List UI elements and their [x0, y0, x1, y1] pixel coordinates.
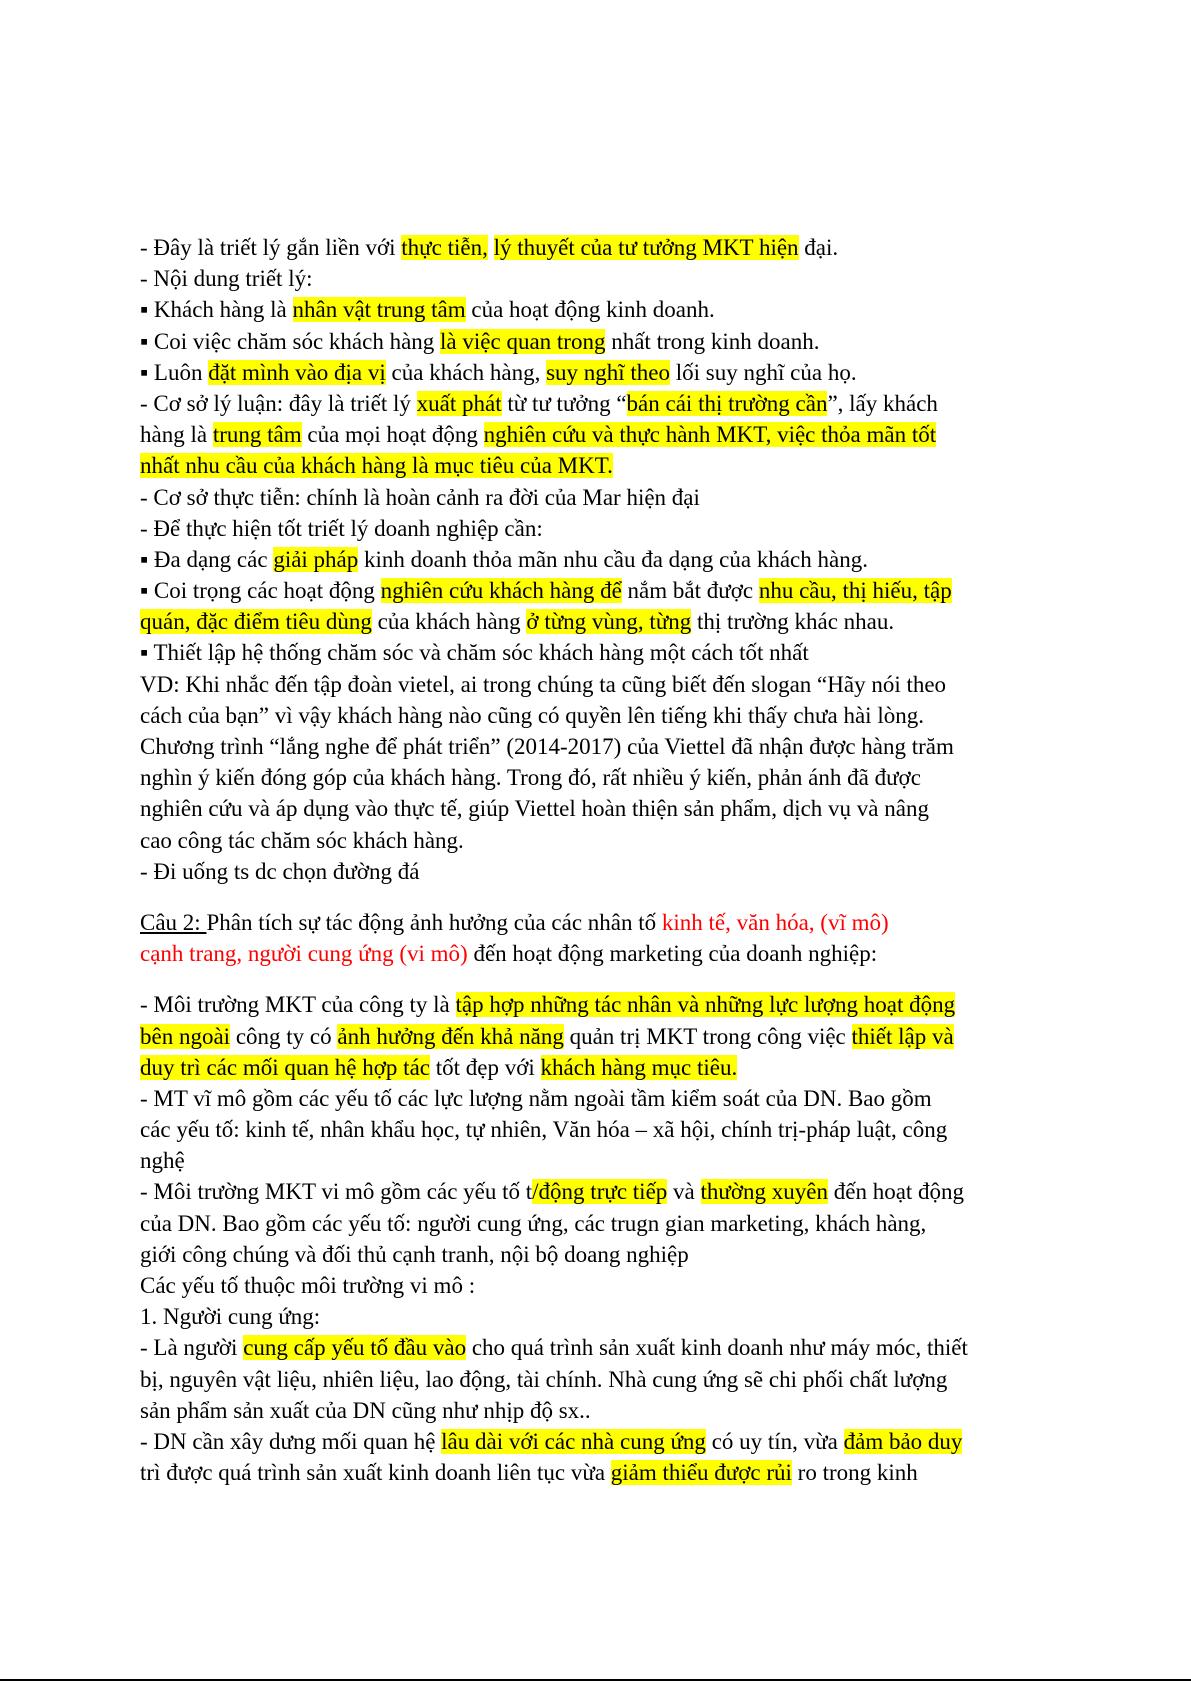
text-line — [140, 388, 1080, 419]
text-segment: của mọi hoạt động — [301, 422, 484, 448]
highlighted-text: nghiên cứu khách hàng để — [380, 578, 622, 604]
text-segment: giới công chúng và đối thủ cạnh tranh, nội bộ doang nghiệp — [140, 1241, 689, 1267]
text-line — [140, 326, 1080, 357]
text-segment: ▪ Coi trọng các hoạt động — [140, 578, 381, 604]
text-segment: ▪ Thiết lập hệ thống chăm sóc và chăm sóc khách hàng một cách tốt nhất — [140, 640, 809, 666]
text-segment: các yếu tố: kinh tế, nhân khẩu học, tự nhiên, Văn hóa – xã hội, chính trị-pháp luật, công — [140, 1117, 948, 1143]
highlighted-text: suy nghĩ theo — [546, 359, 671, 385]
highlighted-text: thiết lập và — [851, 1023, 954, 1049]
text-segment: Chương trình “lắng nghe để phát triển” (2014-2017) của Viettel đã nhận được hàng trăm — [140, 734, 954, 759]
text-line — [140, 938, 1080, 969]
text-segment: - Môi trường MKT của công ty là — [140, 992, 456, 1018]
text-segment: - Là người — [140, 1335, 244, 1361]
highlighted-text: nghiên cứu và thực hành MKT, việc thỏa mãn tốt — [483, 422, 937, 448]
text-line — [140, 762, 1080, 793]
text-segment: Các yếu tố thuộc môi trường vi mô : — [140, 1273, 476, 1298]
text-line — [140, 989, 1080, 1020]
text-line — [140, 637, 1080, 668]
text-segment: ▪ Luôn — [140, 359, 209, 385]
text-segment: Phân tích sự tác động ảnh hưởng của các nhân tố — [206, 909, 662, 935]
text-segment: đến hoạt động marketing của doanh nghiệp: — [467, 941, 878, 967]
text-line — [140, 482, 1080, 513]
text-line — [140, 1426, 1080, 1457]
text-segment: công ty có — [230, 1023, 338, 1049]
text-line — [140, 1332, 1080, 1363]
text-segment: - Nội dung triết lý: — [140, 266, 313, 292]
text-segment: nghệ — [140, 1148, 185, 1174]
highlighted-text: xuất phát — [416, 390, 502, 416]
text-segment: nhất trong kinh doanh. — [605, 328, 820, 354]
text-line — [140, 450, 1080, 481]
highlighted-text: nhất nhu cầu của khách hàng là mục tiêu của MKT. — [140, 453, 613, 479]
text-line — [140, 1083, 1080, 1114]
text-segment: ro trong kinh — [791, 1460, 918, 1486]
text-segment: - Để thực hiện tốt triết lý doanh nghiệp cần: — [140, 515, 543, 541]
highlighted-text: thường xuyên — [700, 1179, 828, 1205]
text-line — [140, 544, 1080, 575]
highlighted-text: /động trực tiếp — [532, 1179, 668, 1205]
text-segment: sản phẩm sản xuất của DN cũng như nhịp độ sx.. — [140, 1397, 591, 1423]
text-segment: - Cơ sở thực tiễn: chính là hoàn cảnh ra đời của Mar hiện đại — [140, 484, 700, 510]
text-line — [140, 294, 1080, 325]
text-segment: tốt đẹp với — [429, 1054, 541, 1080]
text-line — [140, 1239, 1080, 1270]
text-segment: thị trường khác nhau. — [691, 609, 895, 635]
text-segment: quản trị MKT trong công việc — [563, 1023, 852, 1049]
text-line — [140, 1457, 1080, 1488]
highlighted-text: là việc quan trong — [440, 328, 606, 354]
highlighted-text: lý thuyết của tư tưởng MKT hiện — [493, 235, 799, 260]
underlined-text: Câu 2: — [140, 909, 207, 935]
text-line — [140, 793, 1080, 824]
highlighted-text: lâu dài với các nhà cung ứng — [441, 1428, 706, 1454]
text-segment: của khách hàng, — [385, 359, 547, 385]
text-segment: trì được quá trình sản xuất kinh doanh liên tục vừa — [140, 1460, 611, 1486]
text-line — [140, 263, 1080, 294]
highlighted-text: thực tiễn, — [401, 235, 488, 260]
text-line — [140, 856, 1080, 887]
text-line — [140, 357, 1080, 388]
text-segment: - Môi trường MKT vi mô gồm các yếu tố t — [140, 1179, 533, 1205]
text-segment: cao công tác chăm sóc khách hàng. — [140, 827, 464, 853]
text-segment: VD: Khi nhắc đến tập đoàn vietel, ai trong chúng ta cũng biết đến slogan “Hãy nói theo — [140, 671, 947, 697]
text-segment: của DN. Bao gồm các yếu tố: người cung ứng, các trugn gian marketing, khách hàng, — [140, 1210, 927, 1236]
highlighted-text: bán cái thị trường cần — [626, 390, 828, 416]
highlighted-text: tập hợp những tác nhân và những lực lượng hoạt động — [455, 992, 956, 1018]
highlighted-text: nhu cầu, thị hiếu, tập — [758, 578, 952, 604]
text-line — [140, 232, 1080, 263]
text-line — [140, 1176, 1080, 1207]
text-segment: - Đi uống ts dc chọn đường đá — [140, 858, 420, 884]
highlighted-text: giải pháp — [273, 546, 359, 572]
text-line — [140, 825, 1080, 856]
text-line — [140, 1145, 1080, 1176]
document-body — [140, 232, 1080, 1488]
text-segment: của hoạt động kinh doanh. — [465, 297, 715, 323]
text-segment: bị, nguyên vật liệu, nhiên liệu, lao động, tài chính. Nhà cung ứng sẽ chi phối chất lượng — [140, 1366, 948, 1392]
highlighted-text: ở từng vùng, từng — [526, 609, 692, 635]
highlighted-text: giảm thiểu được rủi — [610, 1460, 792, 1486]
text-segment: lối suy nghĩ của họ. — [670, 359, 857, 385]
text-segment — [488, 235, 494, 260]
text-segment: - MT vĩ mô gồm các yếu tố các lực lượng nằm ngoài tầm kiểm soát của DN. Bao gồm — [140, 1085, 932, 1111]
text-line — [140, 1208, 1080, 1239]
text-segment: đến hoạt động — [827, 1179, 965, 1205]
text-segment: đại. — [798, 235, 839, 260]
text-line — [140, 1270, 1080, 1301]
highlighted-text: cung cấp yếu tố đầu vào — [243, 1335, 467, 1361]
text-segment: - Cơ sở lý luận: đây là triết lý — [140, 390, 417, 416]
text-segment: ▪ Khách hàng là — [140, 297, 293, 323]
text-segment: - DN cần xây dưng mối quan hệ — [140, 1428, 442, 1454]
highlighted-text: bên ngoài — [140, 1023, 231, 1049]
text-segment: cho quá trình sản xuất kinh doanh như máy móc, thiết — [466, 1335, 968, 1361]
text-segment: ▪ Đa dạng các — [140, 546, 274, 572]
text-segment: nghiên cứu và áp dụng vào thực tế, giúp Viettel hoàn thiện sản phẩm, dịch vụ và nâng — [140, 796, 929, 822]
text-segment: từ tư tưởng “ — [501, 390, 627, 416]
text-segment: ▪ Coi việc chăm sóc khách hàng — [140, 328, 441, 354]
text-line — [140, 575, 1080, 606]
text-line — [140, 513, 1080, 544]
text-segment: ”, lấy khách — [827, 390, 938, 416]
text-line — [140, 1395, 1080, 1426]
text-segment: kinh doanh thỏa mãn nhu cầu đa dạng của khách hàng. — [358, 546, 868, 572]
red-text: kinh tế, văn hóa, (vĩ mô) — [661, 909, 889, 935]
text-line — [140, 1301, 1080, 1332]
text-line — [140, 1021, 1080, 1052]
text-segment: nắm bắt được — [621, 578, 759, 604]
text-segment: 1. Người cung ứng: — [140, 1304, 321, 1330]
text-segment: có uy tín, vừa — [705, 1428, 844, 1454]
text-line — [140, 1114, 1080, 1145]
text-line — [140, 907, 1080, 938]
text-segment: - Đây là triết lý gắn liền với — [140, 235, 402, 260]
text-line — [140, 606, 1080, 637]
highlighted-text: duy trì các mối quan hệ hợp tác — [140, 1054, 430, 1080]
text-segment: và — [667, 1179, 701, 1205]
paragraph-gap — [140, 887, 1080, 907]
text-line — [140, 700, 1080, 731]
text-segment: hàng là — [140, 422, 213, 448]
highlighted-text: đảm bảo duy — [843, 1428, 963, 1454]
text-line — [140, 1364, 1080, 1395]
highlighted-text: trung tâm — [212, 422, 302, 448]
text-line — [140, 731, 1080, 762]
text-line — [140, 419, 1080, 450]
highlighted-text: nhân vật trung tâm — [292, 297, 466, 323]
highlighted-text: khách hàng mục tiêu. — [540, 1054, 738, 1080]
highlighted-text: quán, đặc điểm tiêu dùng — [140, 609, 372, 635]
page-bottom-rule — [0, 1679, 1191, 1681]
red-text: cạnh trang, người cung ứng (vi mô) — [140, 941, 468, 967]
text-line — [140, 669, 1080, 700]
highlighted-text: đặt mình vào địa vị — [208, 359, 386, 385]
highlighted-text: ảnh hưởng đến khả năng — [337, 1023, 564, 1049]
text-segment: nghìn ý kiến đóng góp của khách hàng. Trong đó, rất nhiều ý kiến, phản ánh đã được — [140, 765, 921, 791]
paragraph-gap — [140, 969, 1080, 989]
text-segment: của khách hàng — [371, 609, 527, 635]
text-segment: cách của bạn” vì vậy khách hàng nào cũng có quyền lên tiếng khi thấy chưa hài lòng. — [140, 702, 924, 728]
text-line — [140, 1052, 1080, 1083]
